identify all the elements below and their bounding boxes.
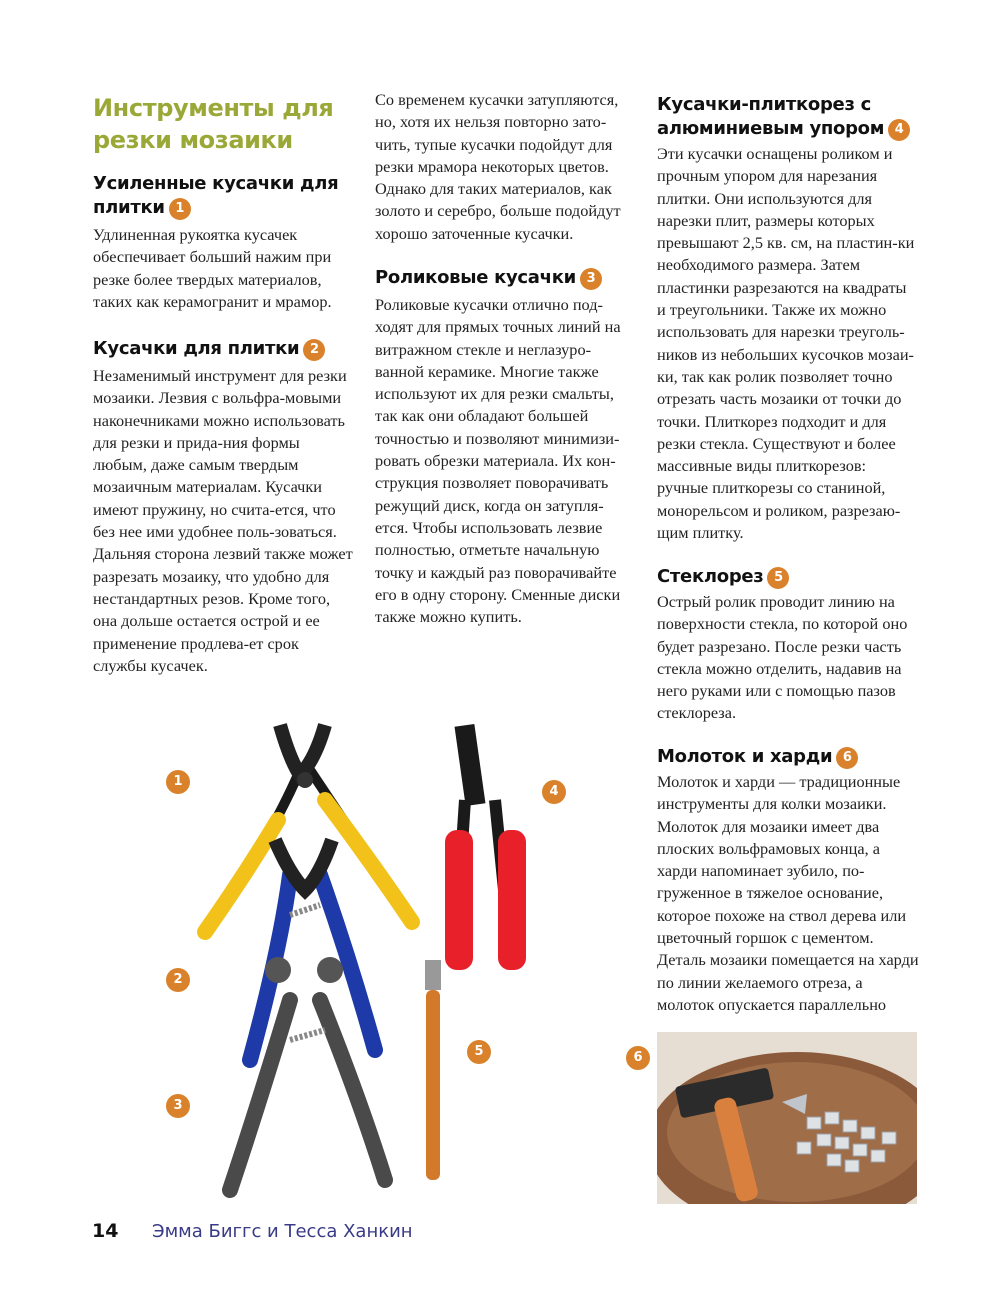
- page-title: Инструменты для резки мозаики: [93, 94, 334, 154]
- photo-label-5: 5: [467, 1040, 491, 1064]
- page-number: 14: [92, 1220, 119, 1242]
- section-heading: Молоток и харди 6: [657, 745, 919, 769]
- blue-nippers-illustration: [250, 840, 375, 1060]
- section-heading: Кусачки-плиткорез с алюминиевым упором 4: [657, 93, 919, 141]
- section-continued-text: [375, 89, 633, 245]
- section-text: Со временем кусачки затупляются, но, хотя их нельзя повторно зато-чить, тупые кусачки подойдут для резки мрамора некоторых цветов. Однако для таких материалов, как золото и серебро, больше подойдут хорошо заточенные кусачки.: [375, 90, 621, 243]
- section-text: Молоток и харди — традиционные инструменты для колки мозаики. Молоток для мозаики имеет два плоских вольфрамовых конца, а харди напоминает зубило, по-груженное в тяжелое основание, которое похоже на ствол дерева или цветочный горшок с цементом. Деталь мозаики помещается на харди по линии желаемого отреза, а молоток опускается параллельно: [657, 772, 919, 1014]
- section-tile-cutter: [657, 93, 919, 544]
- number-badge: 2: [303, 339, 325, 361]
- photo-label-6: 6: [626, 1046, 650, 1070]
- tile-cutter-illustration: [445, 724, 526, 970]
- section-text: Незаменимый инструмент для резки мозаики. Лезвия с вольфра-мовыми наконечниками можно использовать для резки и прида-ния формы любым, даже самым твердым мозаичным материалам. Кусачки имеют пружину, но счита-ется, что без нее ими удобнее поль-зоваться. Дальняя сторона лезвий также может разрезать мозаику, что удобно для нестандартных резов. Кроме того, она дольше остается острой и ее применение продлева-ет срок службы кусачек.: [93, 366, 353, 675]
- section-reinforced-nippers: [93, 172, 355, 313]
- photo-label-2: 2: [166, 968, 190, 992]
- section-heading: Кусачки для плитки 2: [93, 337, 355, 361]
- section-glass-cutter: [657, 565, 919, 725]
- number-badge: 1: [169, 198, 191, 220]
- hammer-photo: [657, 1032, 917, 1204]
- section-text: Удлиненная рукоятка кусачек обеспечивает больший нажим при резке более твердых материалов, таких как керамогранит и мрамор.: [93, 225, 332, 311]
- section-wheeled-nippers: [375, 266, 633, 628]
- yellow-nippers-illustration: [205, 725, 412, 932]
- section-heading: Роликовые кусачки 3: [375, 266, 633, 290]
- section-heading: Усиленные кусачки для плитки 1: [93, 173, 339, 218]
- section-tile-nippers: [93, 337, 355, 677]
- photo-label-3: 3: [166, 1094, 190, 1118]
- glass-cutter-illustration: [425, 960, 441, 1180]
- number-badge: 5: [767, 567, 789, 589]
- section-text: Острый ролик проводит линию на поверхности стекла, по которой оно будет разрезано. После резки часть стекла можно отделить, надавив на него руками или с помощью пазов стеклореза.: [657, 592, 908, 723]
- section-text: Роликовые кусачки отлично под-ходят для прямых точных линий на витражном стекле и неглазуро-ванной керамике. Многие также используют их для резки смальты, так как они обладают большей точностью и позволяют минимизи-ровать обрезки материала. Их кон-струкция позволяет поворачивать режущий диск, когда он затупля-ется. Чтобы использовать лезвие полностью, отметьте начальную точку и каждый раз поворачивайте его в одну сторону. Сменные диски также можно купить.: [375, 295, 621, 627]
- section-hammer-hardie: [657, 745, 919, 1016]
- number-badge: 6: [836, 747, 858, 769]
- author-credit: Эмма Биггс и Тесса Ханкин: [152, 1221, 413, 1242]
- number-badge: 3: [580, 268, 602, 290]
- photo-label-1: 1: [166, 770, 190, 794]
- section-heading: Стеклорез 5: [657, 565, 919, 589]
- number-badge: 4: [888, 119, 910, 141]
- photo-label-4: 4: [542, 780, 566, 804]
- section-text: Эти кусачки оснащены роликом и прочным упором для нарезания плитки. Они используются для нарезки плит, размеры которых превышают 2,5 кв. см, на пластин-ки необходимого размера. Затем пластинки разрезаются на квадраты и треугольники. Также их можно использовать для нарезки треуголь-ников из небольших кусочков мозаи-ки, так как ролик позволяет точно отрезать часть мозаики от точки до точки. Плиткорез подходит и для резки стекла. Существуют и более массивные виды плиткорезов: ручные плиткорезы со станиной, монорельсом и роликом, разрезаю-щим плитку.: [657, 144, 915, 543]
- tools-photo: [150, 700, 630, 1200]
